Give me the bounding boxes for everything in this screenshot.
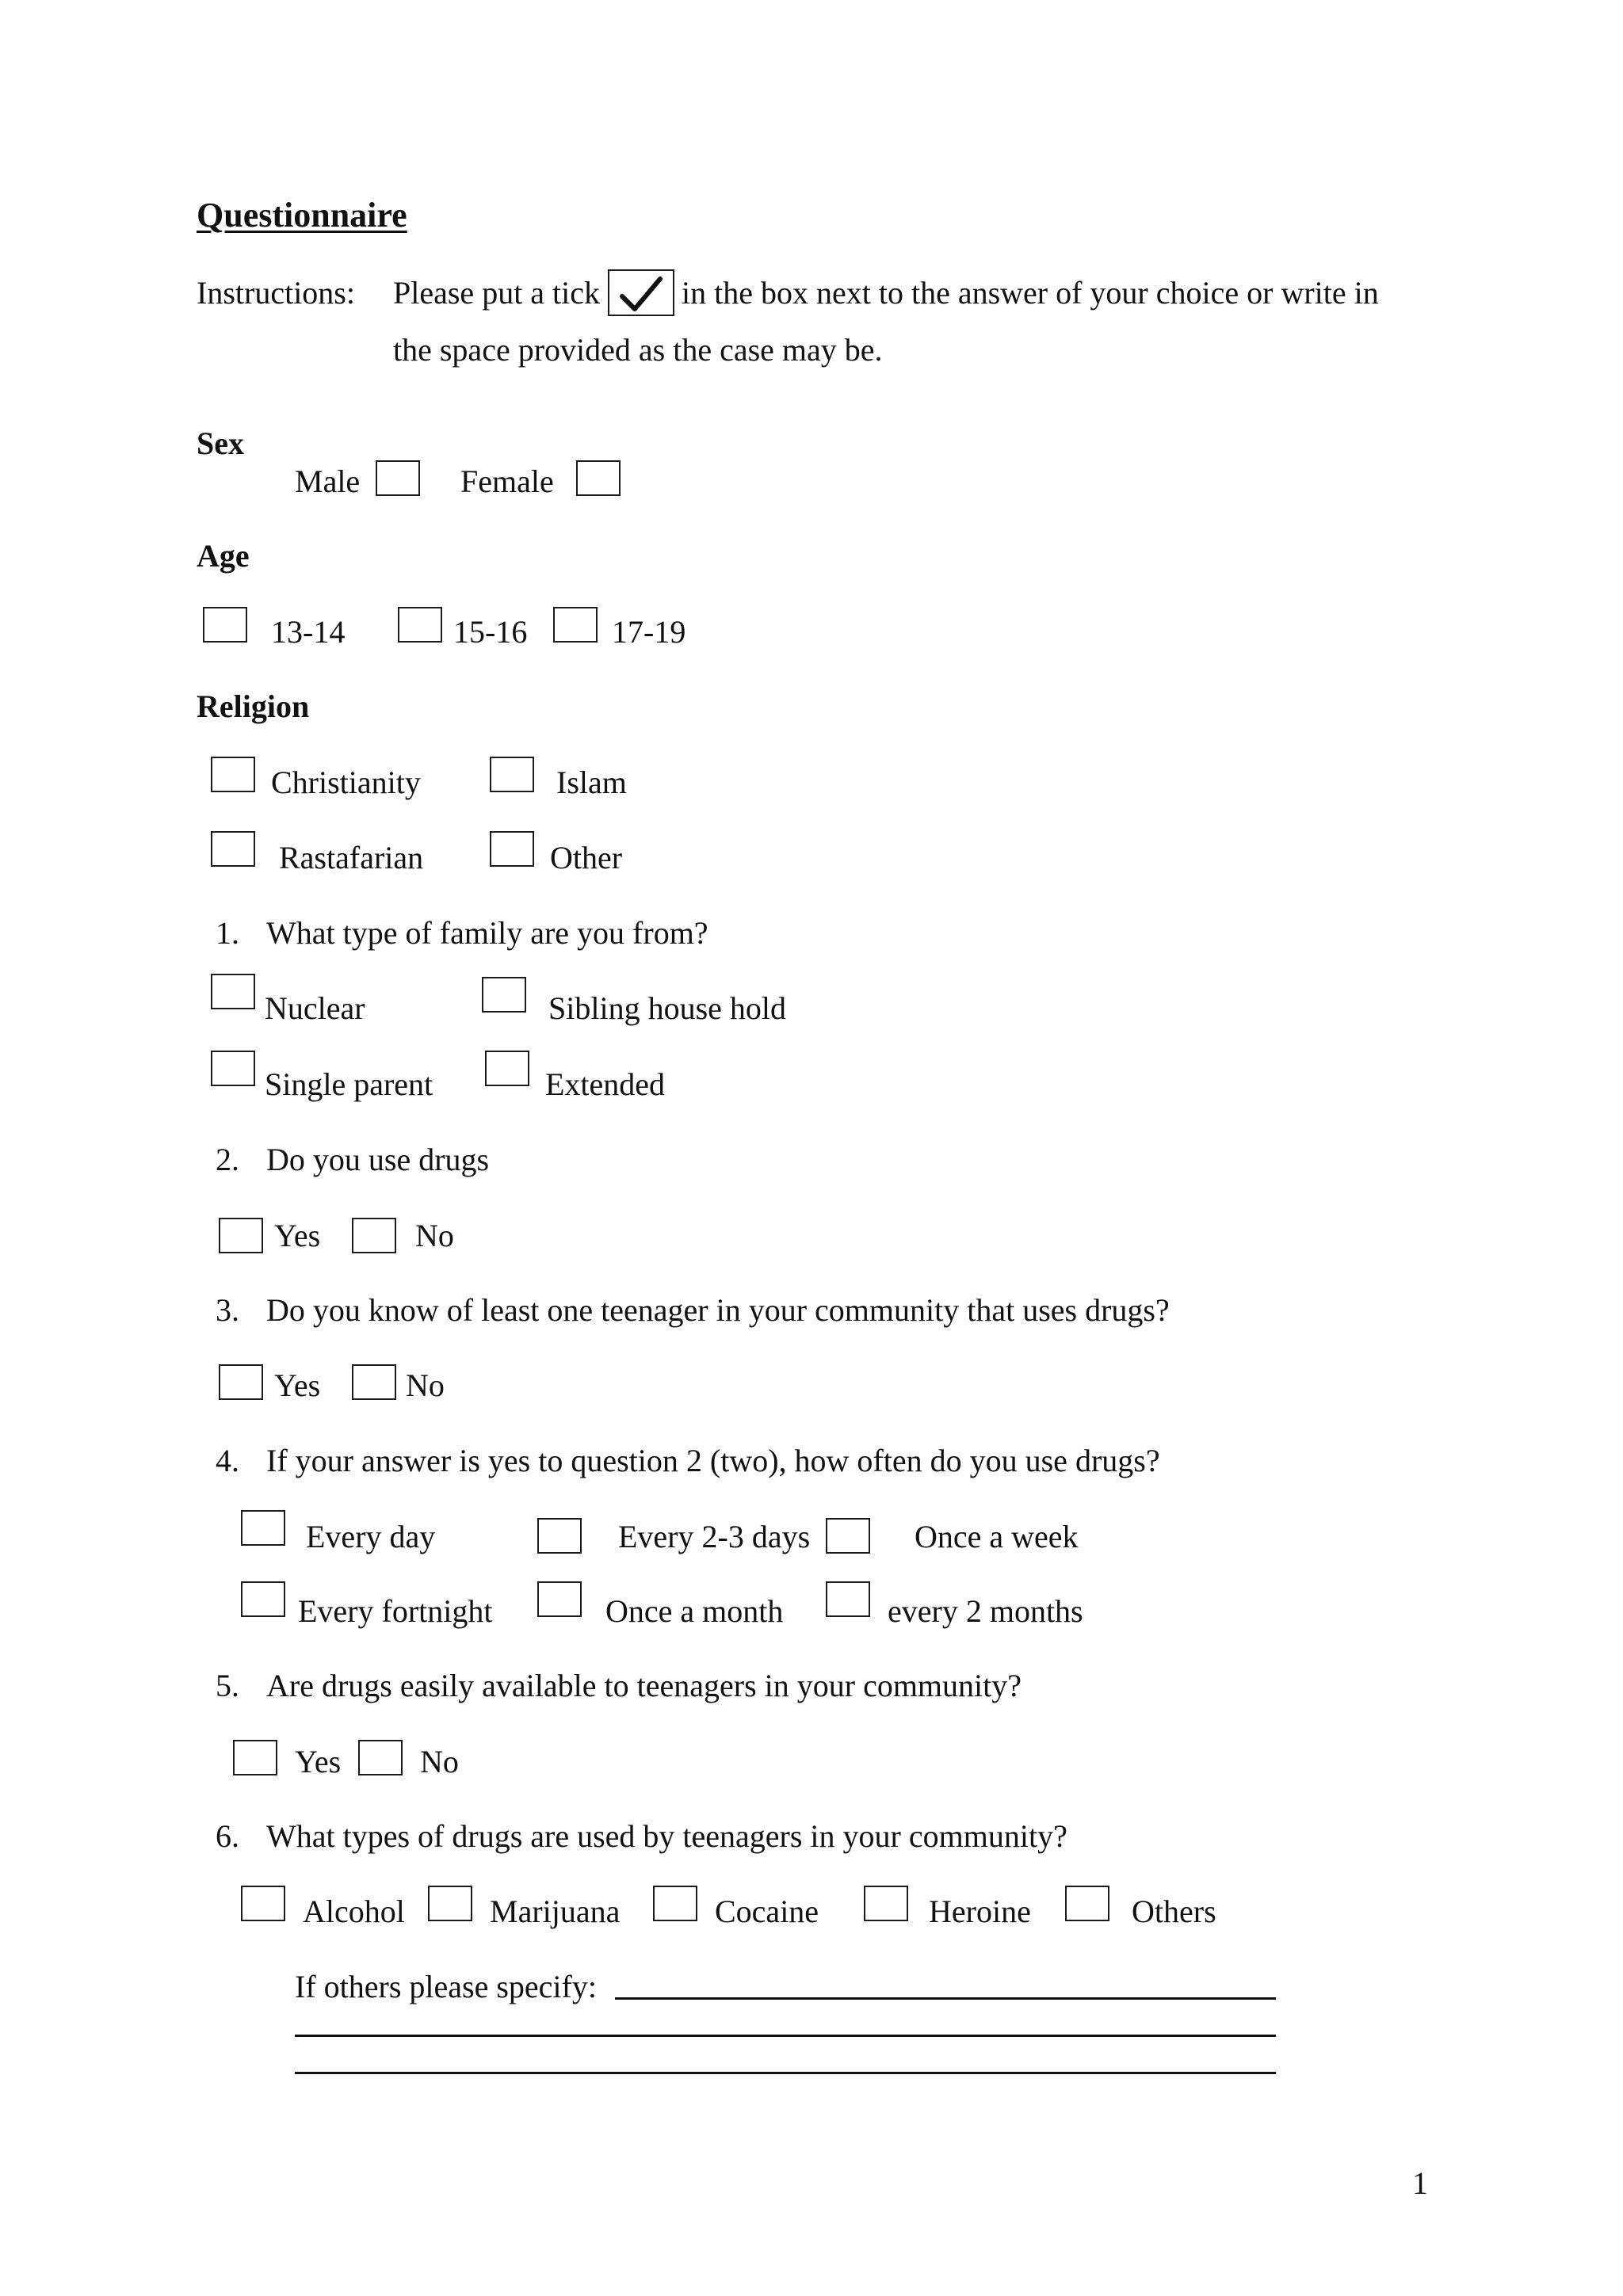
frequency-once-a-week-checkbox[interactable] (826, 1518, 870, 1554)
option-label: Single parent (265, 1066, 433, 1102)
sex-female-checkbox[interactable] (576, 460, 621, 496)
example-tick-box (608, 269, 674, 316)
option-label: Yes (274, 1367, 321, 1403)
option-label: Once a week (915, 1519, 1079, 1554)
frequency-every-fortnight-checkbox[interactable] (241, 1581, 285, 1617)
question-text: Are drugs easily available to teenagers in your community? (266, 1668, 1022, 1703)
use-drugs-yes-checkbox[interactable] (219, 1218, 263, 1253)
age-13-14-checkbox[interactable] (203, 607, 247, 643)
sex-heading: Sex (197, 425, 244, 461)
option-label: No (415, 1218, 454, 1253)
others-specify-line[interactable] (615, 1997, 1276, 2000)
instructions-text-line2: the space provided as the case may be. (393, 332, 883, 368)
option-label: Marijuana (490, 1894, 621, 1929)
age-15-16-checkbox[interactable] (398, 607, 442, 643)
drug-others-checkbox[interactable] (1065, 1886, 1109, 1921)
option-label: No (406, 1367, 445, 1403)
question-number: 3. (216, 1292, 239, 1328)
drug-heroine-checkbox[interactable] (864, 1886, 908, 1921)
question-number: 6. (216, 1818, 239, 1854)
religion-christianity-checkbox[interactable] (211, 757, 255, 792)
know-teenager-yes-checkbox[interactable] (219, 1364, 263, 1400)
option-label: Heroine (929, 1894, 1031, 1929)
option-label: every 2 months (888, 1593, 1083, 1629)
frequency-every-day-checkbox[interactable] (241, 1510, 285, 1546)
question-number: 2. (216, 1142, 239, 1177)
religion-option-label: Other (550, 840, 623, 875)
instructions-text-start: Please put a tick (393, 275, 601, 311)
option-label: Cocaine (715, 1894, 819, 1929)
drug-marijuana-checkbox[interactable] (428, 1886, 472, 1921)
others-specify-line[interactable] (295, 2072, 1276, 2074)
question-number: 5. (216, 1668, 239, 1703)
availability-yes-checkbox[interactable] (233, 1740, 277, 1775)
family-nuclear-checkbox[interactable] (211, 974, 255, 1009)
religion-option-label: Islam (556, 765, 627, 800)
question-number: 1. (216, 915, 239, 951)
religion-option-label: Rastafarian (279, 840, 424, 875)
others-specify-label: If others please specify: (295, 1969, 597, 2004)
option-label: Once a month (605, 1593, 784, 1629)
use-drugs-no-checkbox[interactable] (352, 1218, 396, 1253)
question-text: If your answer is yes to question 2 (two), how often do you use drugs? (266, 1443, 1160, 1478)
instructions-label: Instructions: (197, 275, 355, 311)
religion-option-label: Christianity (271, 765, 421, 800)
page-number: 1 (1412, 2165, 1428, 2201)
frequency-once-a-month-checkbox[interactable] (537, 1581, 582, 1617)
option-label: Every fortnight (298, 1593, 493, 1629)
others-specify-line[interactable] (295, 2035, 1276, 2037)
drug-alcohol-checkbox[interactable] (241, 1886, 285, 1921)
question-text: What type of family are you from? (266, 915, 708, 951)
family-single-parent-checkbox[interactable] (211, 1051, 255, 1086)
option-label: No (420, 1744, 459, 1779)
frequency-every-2-months-checkbox[interactable] (826, 1581, 870, 1617)
option-label: Yes (274, 1218, 321, 1253)
religion-other-checkbox[interactable] (490, 831, 534, 867)
sex-option-label: Male (295, 463, 361, 499)
age-option-label: 13-14 (271, 614, 346, 650)
age-option-label: 15-16 (453, 614, 528, 650)
age-17-19-checkbox[interactable] (553, 607, 598, 643)
family-sibling-household-checkbox[interactable] (482, 977, 526, 1013)
option-label: Others (1132, 1894, 1216, 1929)
option-label: Nuclear (265, 990, 365, 1026)
option-label: Alcohol (303, 1894, 405, 1929)
family-extended-checkbox[interactable] (485, 1051, 529, 1086)
religion-heading: Religion (197, 688, 310, 724)
option-label: Every day (306, 1519, 436, 1554)
option-label: Yes (295, 1744, 342, 1779)
question-text: What types of drugs are used by teenagers in your community? (266, 1818, 1067, 1854)
religion-rastafarian-checkbox[interactable] (211, 831, 255, 867)
checkmark-icon (619, 276, 663, 312)
page-title: Questionnaire (197, 196, 407, 235)
frequency-every-2-3-days-checkbox[interactable] (537, 1518, 582, 1554)
religion-islam-checkbox[interactable] (490, 757, 534, 792)
availability-no-checkbox[interactable] (358, 1740, 403, 1775)
know-teenager-no-checkbox[interactable] (352, 1364, 396, 1400)
question-text: Do you know of least one teenager in your community that uses drugs? (266, 1292, 1170, 1328)
age-option-label: 17-19 (612, 614, 686, 650)
option-label: Every 2-3 days (618, 1519, 811, 1554)
question-number: 4. (216, 1443, 239, 1478)
option-label: Sibling house hold (548, 990, 787, 1026)
drug-cocaine-checkbox[interactable] (653, 1886, 697, 1921)
option-label: Extended (545, 1066, 666, 1102)
question-text: Do you use drugs (266, 1142, 490, 1177)
age-heading: Age (197, 538, 250, 574)
sex-male-checkbox[interactable] (376, 460, 420, 496)
sex-option-label: Female (460, 463, 554, 499)
instructions-text-end: in the box next to the answer of your choice or write in (682, 275, 1379, 311)
